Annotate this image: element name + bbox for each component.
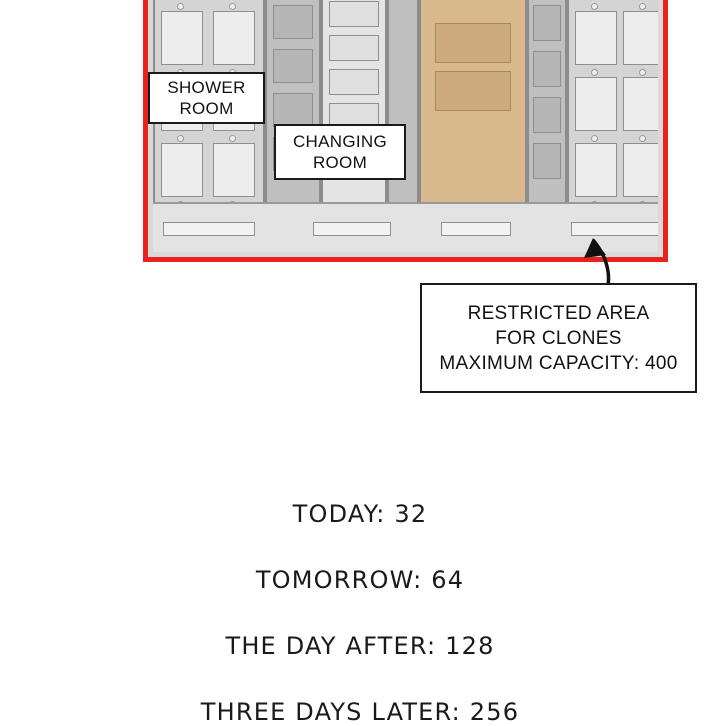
count-today: TODAY: 32 — [292, 500, 428, 528]
plan-block — [329, 35, 379, 61]
plan-dot — [591, 69, 598, 76]
callout-restricted-line3: MAXIMUM CAPACITY: 400 — [439, 352, 678, 374]
plan-block — [273, 5, 313, 39]
plan-block — [623, 143, 658, 197]
callout-shower-room-line2: ROOM — [179, 99, 234, 118]
plan-block — [435, 71, 511, 111]
callout-changing-room-line1: CHANGING — [292, 132, 387, 151]
plan-block — [533, 51, 561, 87]
callout-restricted-line1: RESTRICTED AREA — [467, 302, 650, 324]
callout-restricted-line2: FOR CLONES — [495, 327, 622, 349]
plan-block — [213, 143, 255, 197]
plan-block — [161, 11, 203, 65]
plan-dot — [591, 3, 598, 10]
plan-tray — [163, 222, 255, 236]
plan-block — [533, 143, 561, 179]
callout-changing-room-line2: ROOM — [312, 153, 368, 172]
count-tomorrow: TOMORROW: 64 — [255, 566, 465, 594]
plan-block — [533, 5, 561, 41]
callout-shower-room-line1: SHOWER — [167, 78, 246, 97]
count-three-days: THREE DAYS LATER: 256 — [200, 698, 520, 726]
plan-block — [273, 49, 313, 83]
callout-shower-room — [148, 72, 265, 124]
plan-block — [161, 143, 203, 197]
plan-tray — [441, 222, 511, 236]
plan-dot — [639, 3, 646, 10]
plan-block — [435, 23, 511, 63]
plan-block — [575, 11, 617, 65]
plan-block — [533, 97, 561, 133]
callout-changing-room — [274, 124, 406, 180]
plan-block — [575, 77, 617, 131]
plan-dot — [639, 135, 646, 142]
clone-count-list — [0, 500, 720, 726]
plan-block — [575, 143, 617, 197]
plan-dot — [591, 135, 598, 142]
plan-tray — [313, 222, 391, 236]
plan-block — [329, 69, 379, 95]
plan-block — [623, 77, 658, 131]
callout-restricted-area — [420, 283, 697, 393]
plan-dot — [177, 3, 184, 10]
count-day-after: THE DAY AFTER: 128 — [225, 632, 495, 660]
plan-block — [213, 11, 255, 65]
plan-block — [329, 1, 379, 27]
plan-block — [623, 11, 658, 65]
plan-dot — [177, 135, 184, 142]
plan-dot — [229, 135, 236, 142]
plan-dot — [229, 3, 236, 10]
plan-dot — [639, 69, 646, 76]
plan-block — [273, 93, 313, 127]
